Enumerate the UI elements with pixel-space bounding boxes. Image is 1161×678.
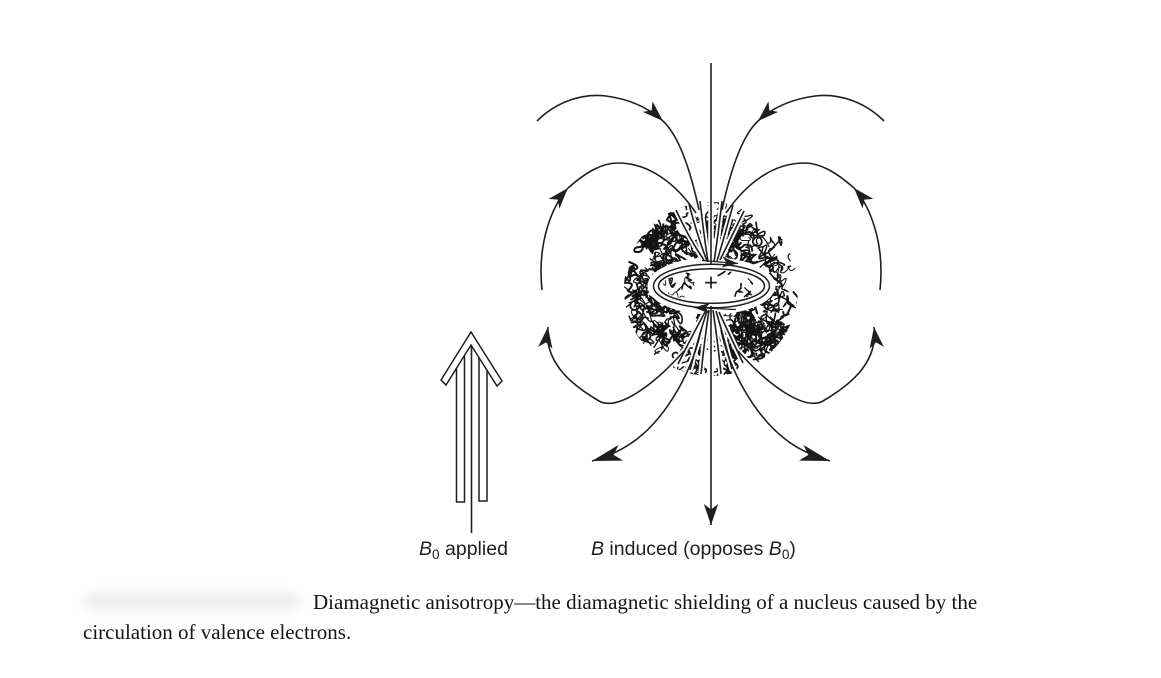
caption-line-1: Diamagnetic anisotropy—the diamagnetic shielding of a nucleus caused by the: [313, 590, 978, 614]
induced-label-close: ): [789, 538, 796, 560]
applied-label-text: applied: [439, 538, 508, 560]
caption-line-2: circulation of valence electrons.: [83, 620, 352, 644]
applied-arrow-left-shaft: [457, 350, 465, 502]
induced-b-symbol: B: [591, 538, 605, 560]
applied-field-label: [419, 539, 508, 562]
induced-label-text: induced (opposes: [604, 538, 769, 560]
induced-field-label: [591, 539, 796, 562]
redacted-figure-number: [85, 592, 299, 610]
applied-field-up-arrow-icon: [441, 332, 502, 533]
applied-arrow-right-shaft: [479, 351, 487, 501]
applied-b-symbol: B: [419, 538, 433, 560]
nucleus-plus-symbol: +: [703, 269, 719, 297]
induced-b0-subscript: 0: [781, 546, 790, 562]
applied-b-subscript: 0: [432, 546, 440, 562]
field-arc-inner-bottom-right: [738, 327, 874, 403]
induced-b0-symbol: B: [768, 538, 782, 560]
